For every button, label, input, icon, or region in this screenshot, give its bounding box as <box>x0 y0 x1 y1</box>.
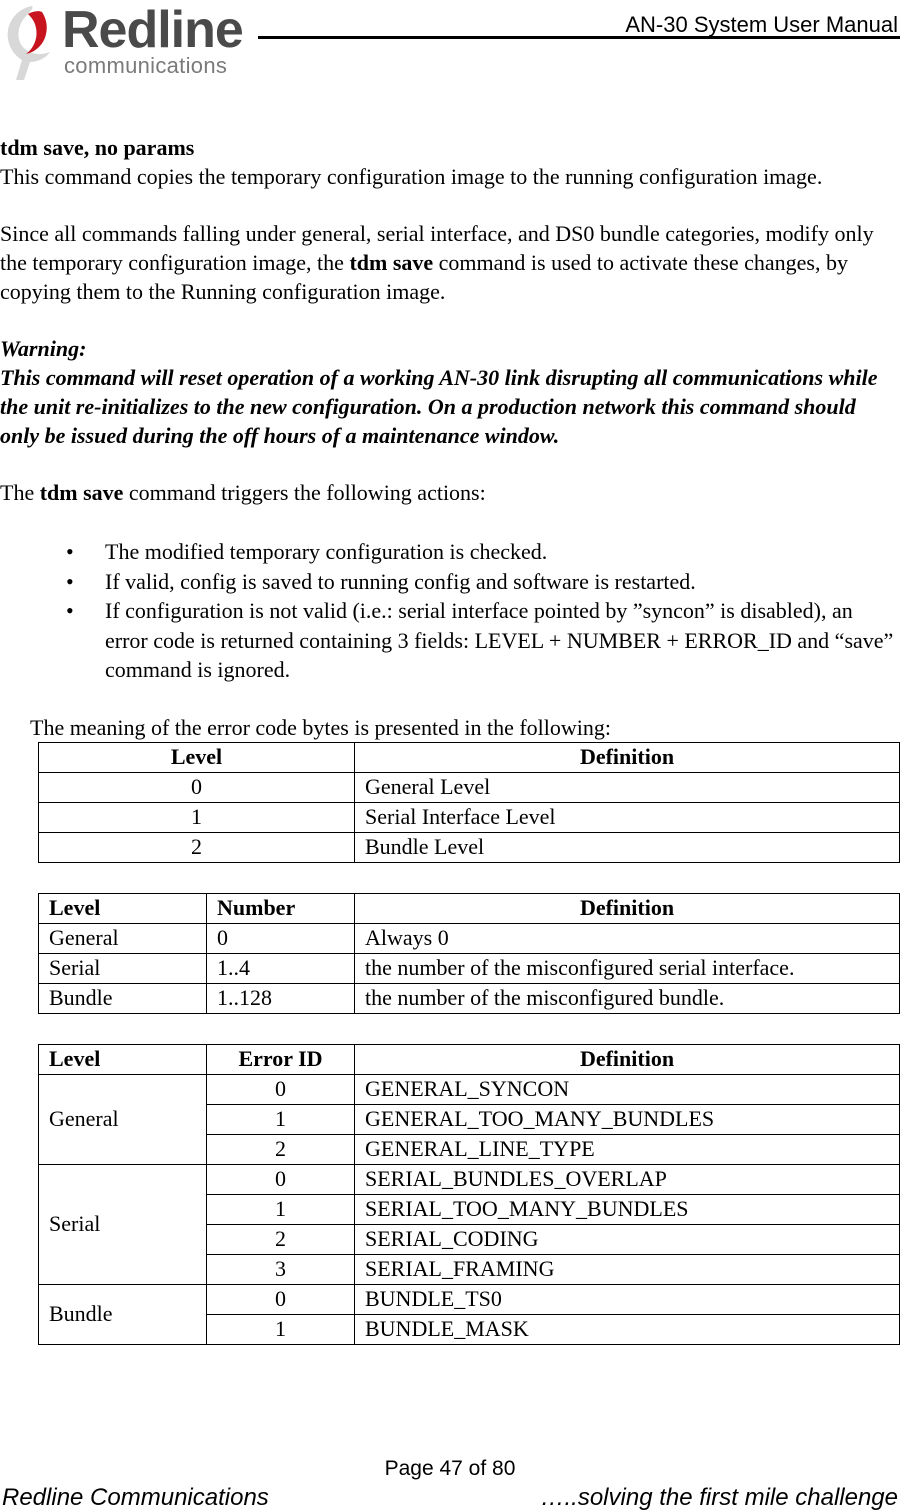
table-row: 1 Serial Interface Level <box>39 802 900 832</box>
table-row: 0 General Level <box>39 772 900 802</box>
level-cell: Serial <box>39 1164 207 1284</box>
column-header: Definition <box>355 1044 900 1074</box>
list-item: • If configuration is not valid (i.e.: serial interface pointed by ”syncon” is disabled), an error code is returned containing 3 fields: LEVEL + NUMBER + ERROR_ID and “save” command is ignored. <box>66 598 894 682</box>
list-item: • If valid, config is saved to running config and software is restarted. <box>0 567 900 597</box>
logo-subtitle: communications <box>64 53 228 78</box>
column-header: Definition <box>355 893 900 923</box>
table-error-ids <box>38 1044 900 1345</box>
column-header: Level <box>39 893 207 923</box>
page-header <box>0 0 900 90</box>
footer-company: Redline Communications <box>2 1484 269 1511</box>
table-row: General 0 Always 0 <box>39 923 900 953</box>
table-row: Serial 1..4 the number of the misconfigured serial interface. <box>39 953 900 983</box>
page-number: Page 47 of 80 <box>384 1457 516 1480</box>
column-header: Number <box>207 893 355 923</box>
warning-label: Warning: <box>0 336 87 361</box>
bullet-icon: • <box>66 568 74 594</box>
table-row: Bundle 0 BUNDLE_TS0 <box>39 1284 900 1314</box>
table-error-levels <box>38 742 900 863</box>
table-row: 1 GENERAL_TOO_MANY_BUNDLES <box>39 1104 900 1134</box>
warning-text: This command will reset operation of a working AN-30 link disrupting all communications while the unit re-initializes to the new configuration. On a production network this command should only be issued during the off hours of a maintenance window. <box>0 365 878 448</box>
level-cell: General <box>39 1074 207 1164</box>
command-name: tdm save <box>39 480 124 505</box>
table-row: General 0 GENERAL_SYNCON <box>39 1074 900 1104</box>
table-row: 2 SERIAL_CODING <box>39 1224 900 1254</box>
bullet-icon: • <box>66 598 74 623</box>
paragraph-actions-intro: The tdm save command triggers the following actions: <box>0 480 486 505</box>
table-row: 1 SERIAL_TOO_MANY_BUNDLES <box>39 1194 900 1224</box>
table-error-numbers <box>38 893 900 1014</box>
table-row: 3 SERIAL_FRAMING <box>39 1254 900 1284</box>
command-name: tdm save <box>349 250 434 275</box>
level-cell: Bundle <box>39 1284 207 1344</box>
table-row: 1 BUNDLE_MASK <box>39 1314 900 1344</box>
table-row: Bundle 1..128 the number of the misconfigured bundle. <box>39 983 900 1013</box>
paragraph-intro: This command copies the temporary configuration image to the running configuration image. <box>0 164 823 189</box>
table-row: 2 Bundle Level <box>39 832 900 862</box>
logo-wordmark: Redline <box>62 1 243 59</box>
section-heading: tdm save, no params <box>0 135 195 160</box>
redline-logo-icon <box>2 2 58 84</box>
tables-intro: The meaning of the error code bytes is presented in the following: <box>30 714 611 740</box>
column-header: Level <box>39 742 355 772</box>
table-row: Serial 0 SERIAL_BUNDLES_OVERLAP <box>39 1164 900 1194</box>
actions-list <box>0 537 900 685</box>
column-header: Error ID <box>207 1044 355 1074</box>
table-row: 2 GENERAL_LINE_TYPE <box>39 1134 900 1164</box>
page-content <box>0 133 900 1345</box>
list-item: • The modified temporary configuration is checked. <box>0 537 900 567</box>
footer-tagline: …..solving the first mile challenge <box>540 1484 898 1511</box>
manual-title: AN-30 System User Manual <box>625 12 898 37</box>
paragraph-temporary-config: Since all commands falling under general, serial interface, and DS0 bundle categories, modify only the temporary configuration image, the tdm save command is used to activate these changes, by copying them to the Running configuration image. <box>0 221 874 304</box>
bullet-icon: • <box>66 539 74 564</box>
column-header: Level <box>39 1044 207 1074</box>
column-header: Definition <box>355 742 900 772</box>
